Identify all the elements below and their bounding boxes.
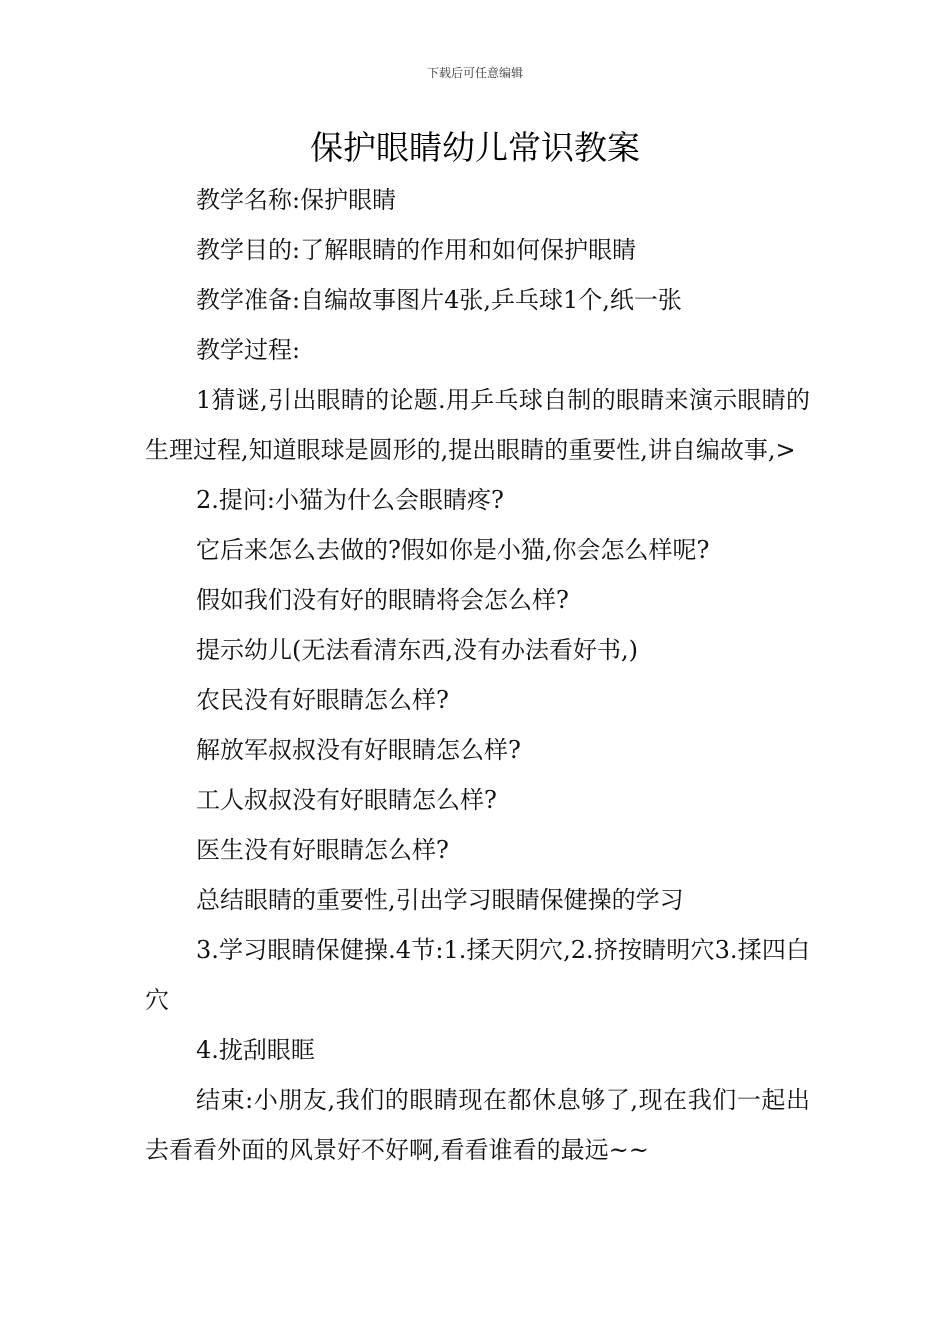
- header-note: 下载后可任意编辑: [426, 66, 523, 80]
- paragraph-step-2: 2.提问:小猫为什么会眼睛疼?: [196, 486, 504, 514]
- paragraph-lesson-name: 教学名称:保护眼睛: [196, 186, 397, 214]
- paragraph-lesson-process-heading: 教学过程:: [196, 336, 301, 364]
- paragraph-hint: 提示幼儿(无法看清东西,没有办法看好书,): [196, 636, 638, 664]
- paragraph-step-3: 3.学习眼睛保健操.4节:1.揉天阴穴,2.挤按睛明穴3.揉四白穴: [145, 936, 810, 1014]
- paragraph-question-farmer: 农民没有好眼睛怎么样?: [196, 686, 449, 714]
- paragraph-summary: 总结眼睛的重要性,引出学习眼睛保健操的学习: [196, 886, 684, 914]
- paragraph-lesson-goal: 教学目的:了解眼睛的作用和如何保护眼睛: [196, 236, 637, 264]
- paragraph-question-doctor: 医生没有好眼睛怎么样?: [196, 836, 449, 864]
- paragraph-question-soldier: 解放军叔叔没有好眼睛怎么样?: [196, 736, 521, 764]
- paragraph-ending: 结束:小朋友,我们的眼睛现在都休息够了,现在我们一起出去看看外面的风景好不好啊,看看谁看的最远~~: [145, 1086, 810, 1164]
- paragraph-question-cat: 它后来怎么去做的?假如你是小猫,你会怎么样呢?: [196, 536, 710, 564]
- paragraph-step-4: 4.拢刮眼眶: [196, 1036, 315, 1064]
- paragraph-question-worker: 工人叔叔没有好眼睛怎么样?: [196, 786, 497, 814]
- document-title: 保护眼睛幼儿常识教案: [310, 128, 640, 167]
- paragraph-step-1: 1猜谜,引出眼睛的论题.用乒乓球自制的眼睛来演示眼睛的生理过程,知道眼球是圆形的,提出眼睛的重要性,讲自编故事,>: [145, 386, 810, 464]
- paragraph-lesson-materials: 教学准备:自编故事图片4张,乒乓球1个,纸一张: [196, 286, 682, 314]
- document-body: [145, 175, 810, 1175]
- paragraph-question-no-eyes: 假如我们没有好的眼睛将会怎么样?: [196, 586, 569, 614]
